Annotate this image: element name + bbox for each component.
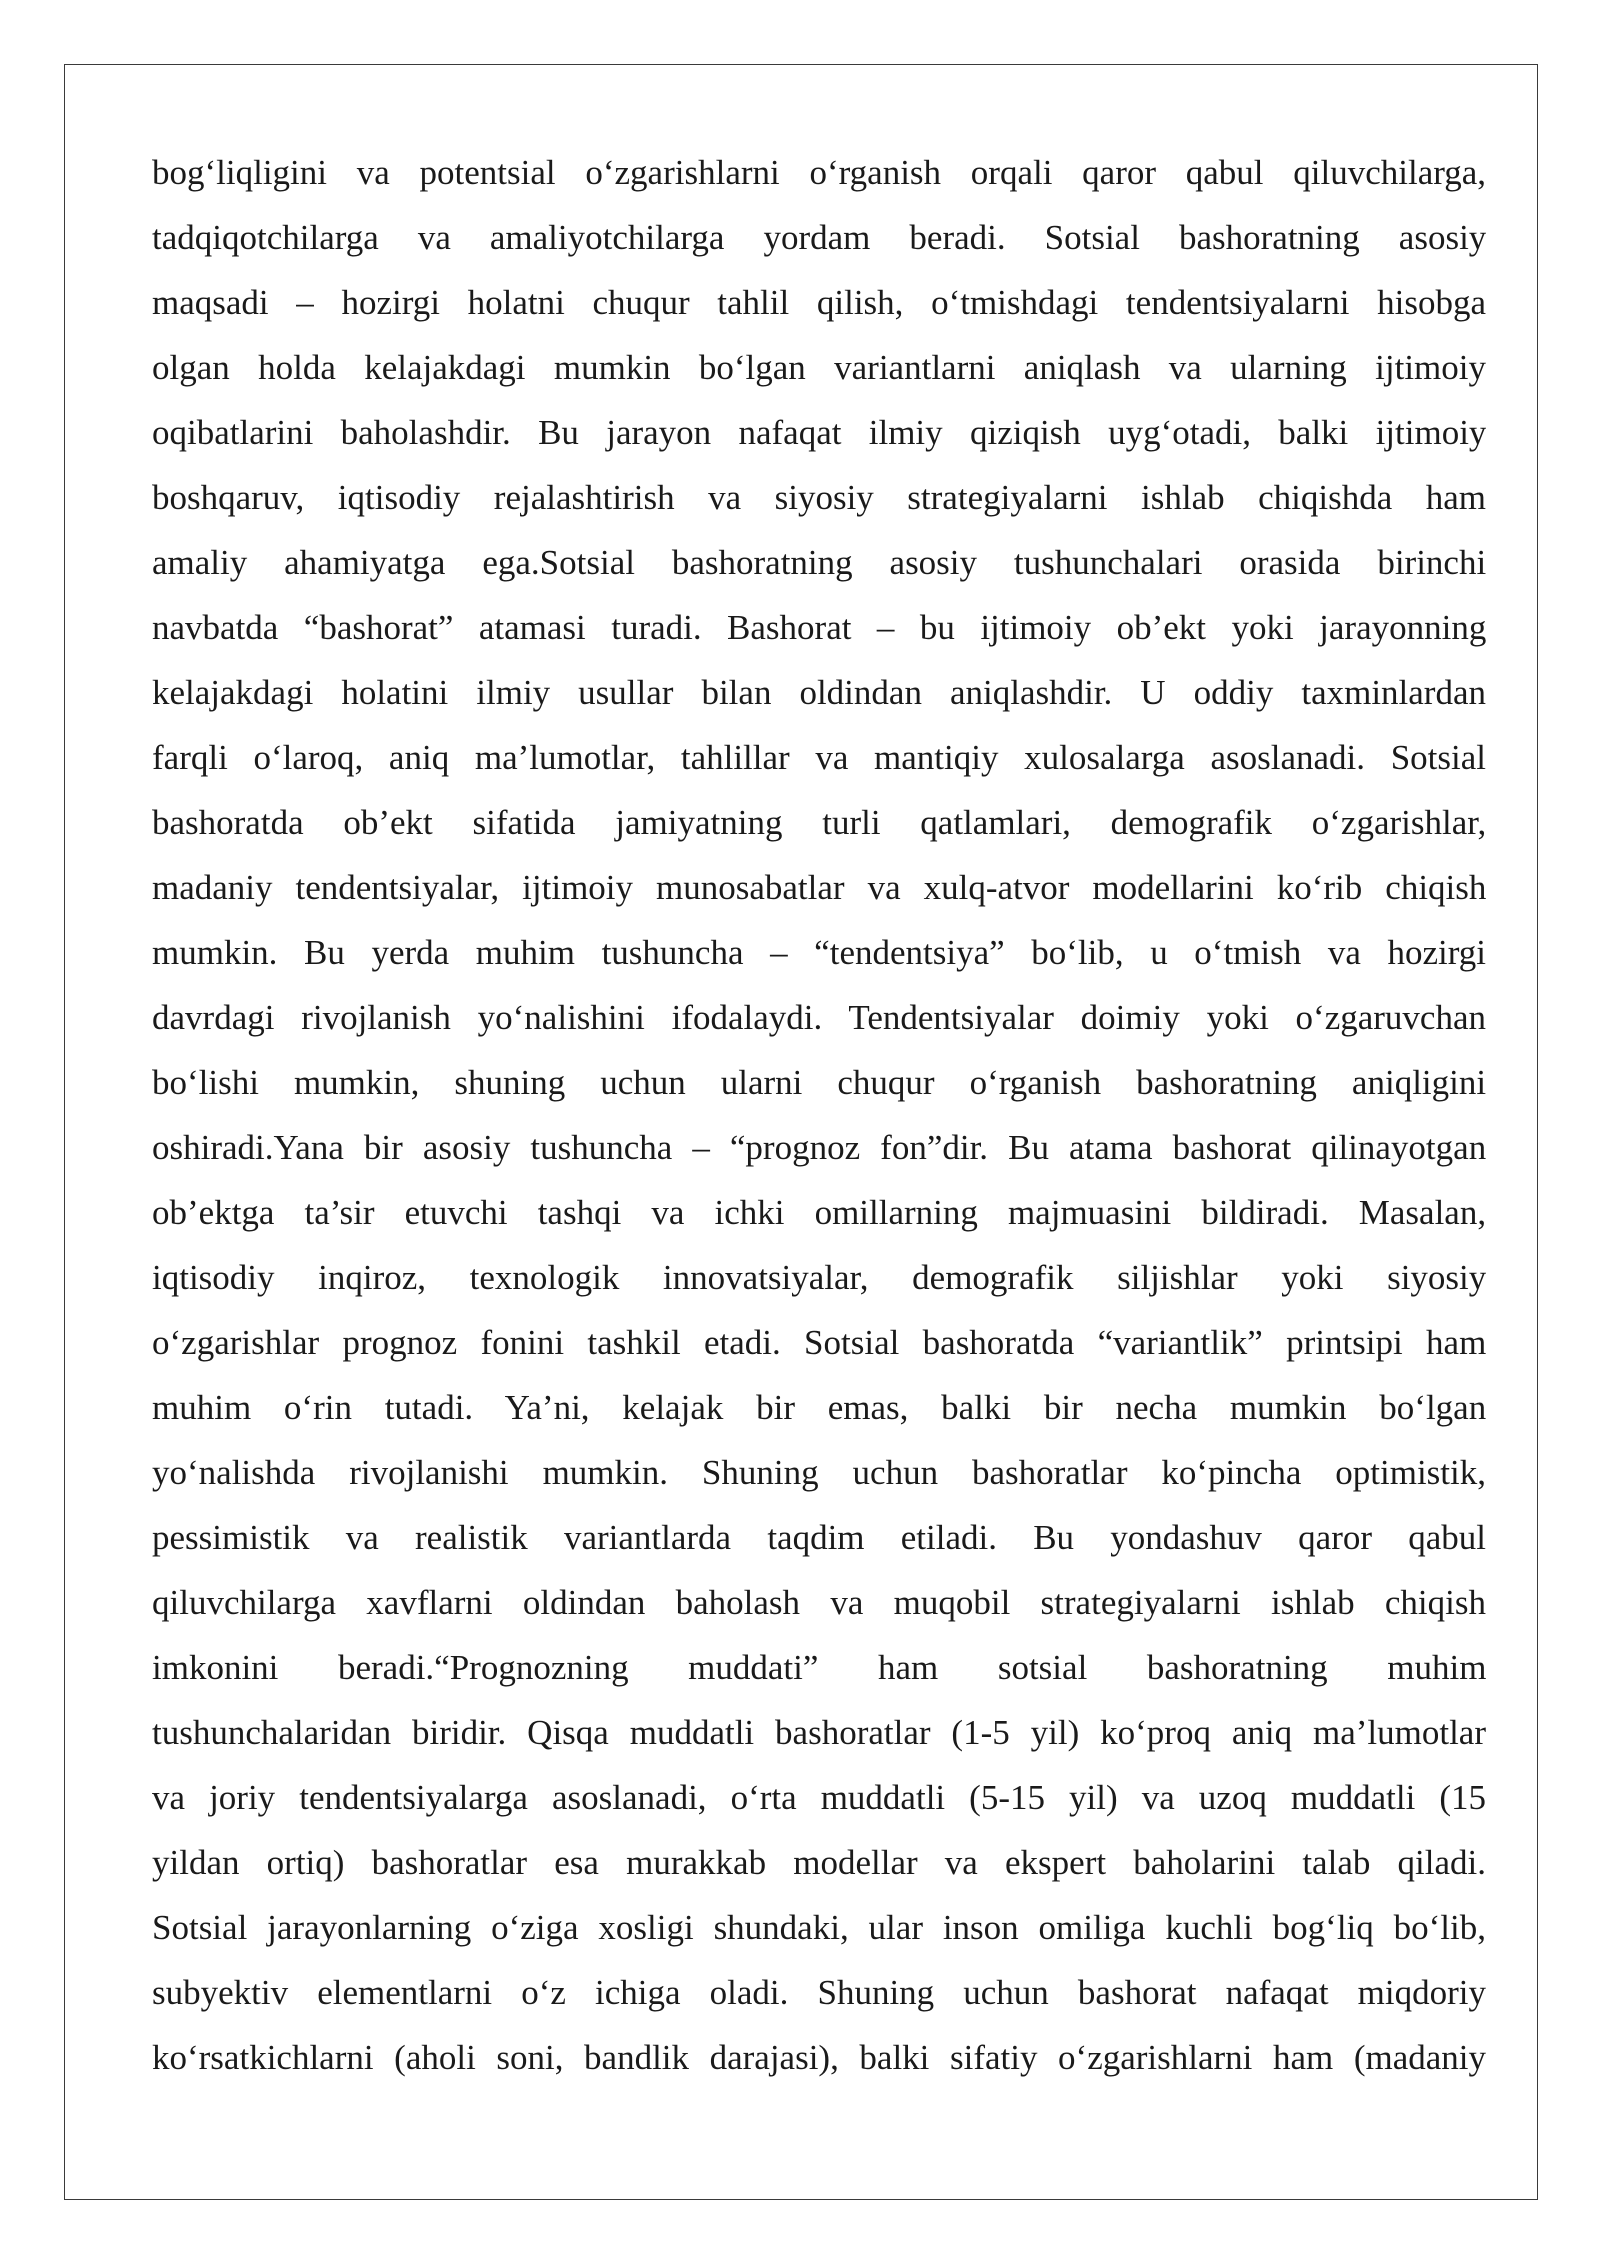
document-body-text [152, 140, 1486, 2090]
text-line: bashoratda ob’ekt sifatida jamiyatning turli qatlamlari, demografik o‘zgarishlar, [152, 803, 1486, 842]
text-line: madaniy tendentsiyalar, ijtimoiy munosabatlar va xulq-atvor modellarini ko‘rib chiqish [152, 868, 1486, 907]
text-line: va joriy tendentsiyalarga asoslanadi, o‘rta muddatli (5-15 yil) va uzoq muddatli (15 [152, 1778, 1486, 1817]
text-line: yildan ortiq) bashoratlar esa murakkab modellar va ekspert baholarini talab qiladi. [152, 1843, 1486, 1882]
text-line: ob’ektga ta’sir etuvchi tashqi va ichki omillarning majmuasini bildiradi. Masalan, [152, 1193, 1486, 1232]
text-line: bo‘lishi mumkin, shuning uchun ularni chuqur o‘rganish bashoratning aniqligini [152, 1063, 1486, 1102]
text-line: mumkin. Bu yerda muhim tushuncha – “tendentsiya” bo‘lib, u o‘tmish va hozirgi [152, 933, 1486, 972]
text-line: tushunchalaridan biridir. Qisqa muddatli bashoratlar (1-5 yil) ko‘proq aniq ma’lumotlar [152, 1713, 1486, 1752]
text-line: o‘zgarishlar prognoz fonini tashkil etadi. Sotsial bashoratda “variantlik” printsipi ham [152, 1323, 1486, 1362]
text-line: farqli o‘laroq, aniq ma’lumotlar, tahlillar va mantiqiy xulosalarga asoslanadi. Sotsial [152, 738, 1486, 777]
text-line: navbatda “bashorat” atamasi turadi. Bashorat – bu ijtimoiy ob’ekt yoki jarayonning [152, 608, 1486, 647]
text-line: boshqaruv, iqtisodiy rejalashtirish va siyosiy strategiyalarni ishlab chiqishda ham [152, 478, 1486, 517]
text-line: kelajakdagi holatini ilmiy usullar bilan oldindan aniqlashdir. U oddiy taxminlardan [152, 673, 1486, 712]
text-line: olgan holda kelajakdagi mumkin bo‘lgan variantlarni aniqlash va ularning ijtimoiy [152, 348, 1486, 387]
text-line: amaliy ahamiyatga ega.Sotsial bashoratning asosiy tushunchalari orasida birinchi [152, 543, 1486, 582]
text-line: subyektiv elementlarni o‘z ichiga oladi. Shuning uchun bashorat nafaqat miqdoriy [152, 1973, 1486, 2012]
text-line: muhim o‘rin tutadi. Ya’ni, kelajak bir emas, balki bir necha mumkin bo‘lgan [152, 1388, 1486, 1427]
text-line: davrdagi rivojlanish yo‘nalishini ifodalaydi. Tendentsiyalar doimiy yoki o‘zgaruvchan [152, 998, 1486, 1037]
text-line: iqtisodiy inqiroz, texnologik innovatsiyalar, demografik siljishlar yoki siyosiy [152, 1258, 1486, 1297]
text-line: Sotsial jarayonlarning o‘ziga xosligi shundaki, ular inson omiliga kuchli bog‘liq bo‘lib, [152, 1908, 1486, 1947]
text-line: oshiradi.Yana bir asosiy tushuncha – “prognoz fon”dir. Bu atama bashorat qilinayotgan [152, 1128, 1486, 1167]
text-line: ko‘rsatkichlarni (aholi soni, bandlik darajasi), balki sifatiy o‘zgarishlarni ham (madaniy [152, 2038, 1486, 2077]
text-line: maqsadi – hozirgi holatni chuqur tahlil qilish, o‘tmishdagi tendentsiyalarni hisobga [152, 283, 1486, 322]
text-line: tadqiqotchilarga va amaliyotchilarga yordam beradi. Sotsial bashoratning asosiy [152, 218, 1486, 257]
text-line: qiluvchilarga xavflarni oldindan baholash va muqobil strategiyalarni ishlab chiqish [152, 1583, 1486, 1622]
text-line: bog‘liqligini va potentsial o‘zgarishlarni o‘rganish orqali qaror qabul qiluvchilarga, [152, 153, 1486, 192]
text-line: imkonini beradi.“Prognozning muddati” ham sotsial bashoratning muhim [152, 1648, 1486, 1687]
text-line: pessimistik va realistik variantlarda taqdim etiladi. Bu yondashuv qaror qabul [152, 1518, 1486, 1557]
text-line: yo‘nalishda rivojlanishi mumkin. Shuning uchun bashoratlar ko‘pincha optimistik, [152, 1453, 1486, 1492]
text-line: oqibatlarini baholashdir. Bu jarayon nafaqat ilmiy qiziqish uyg‘otadi, balki ijtimoiy [152, 413, 1486, 452]
